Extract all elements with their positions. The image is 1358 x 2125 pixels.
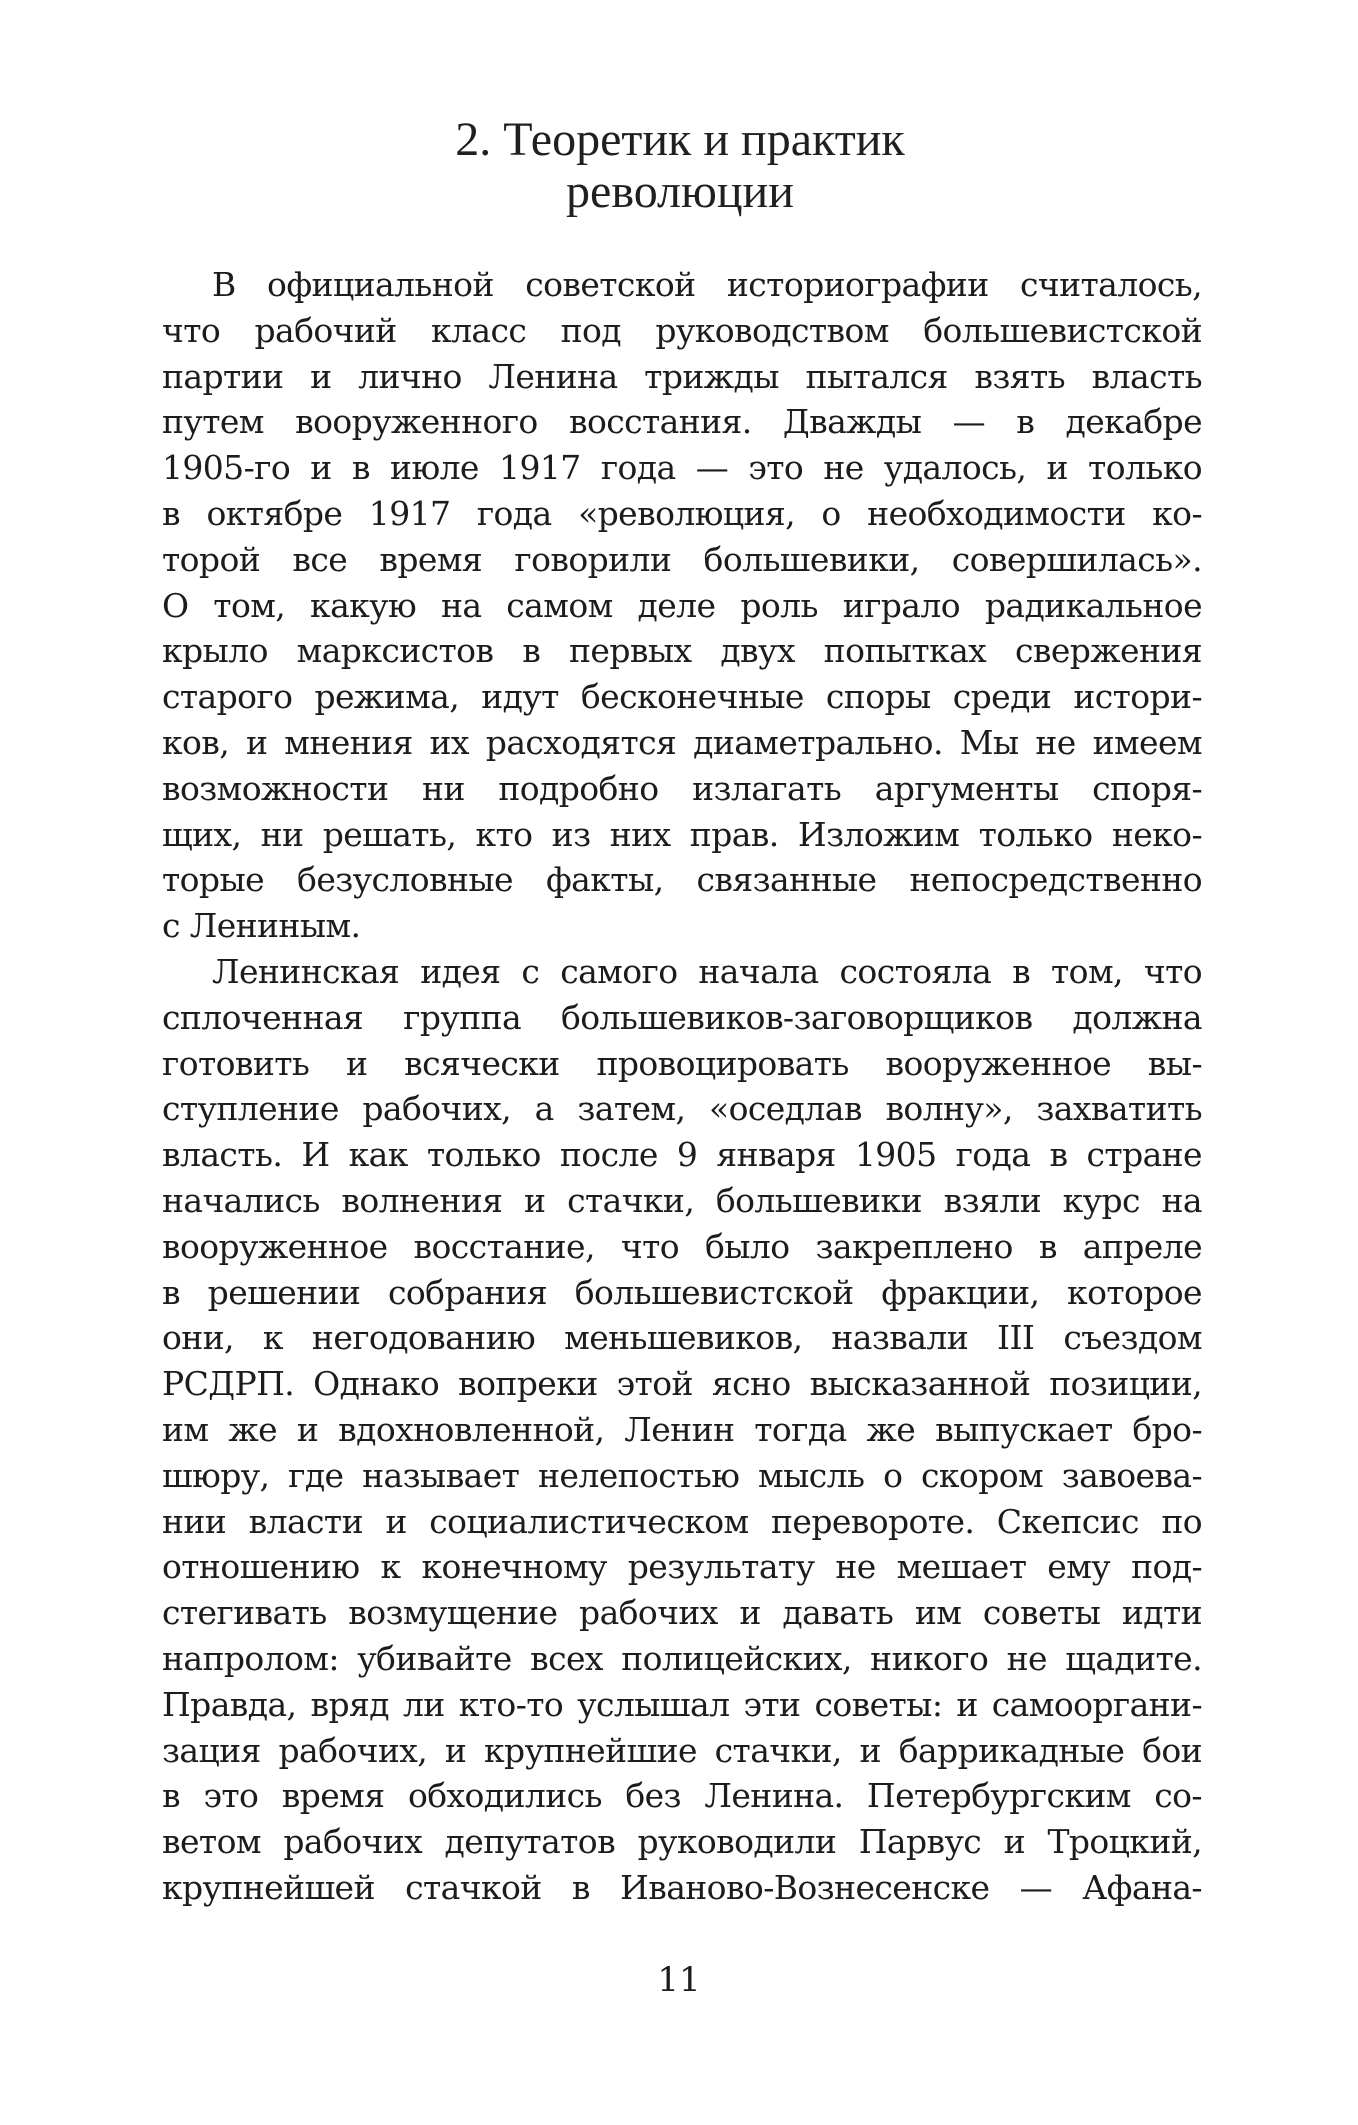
text-line: Правда, вряд ли кто-то услышал эти советы: и самооргани-: [162, 1684, 1202, 1724]
text-line: нии власти и социалистическом перевороте. Скепсис по: [162, 1501, 1202, 1541]
text-line: готовить и всячески провоцировать вооруженное вы-: [162, 1043, 1202, 1083]
text-line: начались волнения и стачки, большевики взяли курс на: [162, 1180, 1202, 1220]
text-line: с Лениным.: [162, 906, 361, 946]
paragraph-1: [162, 262, 1202, 949]
text-line: что рабочий класс под руководством большевистской: [162, 310, 1202, 350]
text-line: РСДРП. Однако вопреки этой ясно высказанной позиции,: [162, 1364, 1202, 1404]
text-line: в октябре 1917 года «революция, о необходимости ко-: [162, 493, 1202, 533]
chapter-title-line-2: революции: [566, 165, 794, 218]
paragraph-2: [162, 949, 1202, 1911]
text-line: в решении собрания большевистской фракции, которое: [162, 1272, 1202, 1312]
text-line: им же и вдохновленной, Ленин тогда же выпускает бро-: [162, 1409, 1202, 1449]
text-line: ветом рабочих депутатов руководили Парвус и Троцкий,: [162, 1822, 1202, 1862]
text-line: старого режима, идут бесконечные споры среди истори-: [162, 677, 1202, 717]
text-line: напролом: убивайте всех полицейских, никого не щадите.: [162, 1638, 1202, 1678]
text-line: партии и лично Ленина трижды пытался взять власть: [162, 356, 1202, 396]
text-line: торой все время говорили большевики, совершилась».: [162, 539, 1202, 579]
text-line: Ленинская идея с самого начала состояла в том, что: [212, 951, 1202, 991]
chapter-title-line-1: 2. Теоретик и практик: [455, 113, 905, 166]
text-line: вооруженное восстание, что было закреплено в апреле: [162, 1226, 1202, 1266]
text-line: путем вооруженного восстания. Дважды — в декабре: [162, 402, 1202, 442]
text-line: крупнейшей стачкой в Иваново-Вознесенске — Афана-: [162, 1867, 1202, 1907]
text-line: сплоченная группа большевиков-заговорщиков должна: [162, 997, 1202, 1037]
text-line: они, к негодованию меньшевиков, назвали III съездом: [162, 1318, 1202, 1358]
text-line: отношению к конечному результату не мешает ему под-: [162, 1547, 1202, 1587]
chapter-title: [160, 114, 1200, 218]
text-line: стегивать возмущение рабочих и давать им советы идти: [162, 1593, 1202, 1633]
text-line: торые безусловные факты, связанные непосредственно: [162, 860, 1202, 900]
text-line: ков, и мнения их расходятся диаметрально. Мы не имеем: [162, 722, 1202, 762]
text-line: шюру, где называет нелепостью мысль о скором завоева-: [162, 1455, 1202, 1495]
body-text: [162, 262, 1202, 1911]
text-line: щих, ни решать, кто из них прав. Изложим только неко-: [162, 814, 1202, 854]
text-line: крыло марксистов в первых двух попытках свержения: [162, 631, 1202, 671]
text-line: в это время обходились без Ленина. Петербургским со-: [162, 1776, 1202, 1816]
text-line: возможности ни подробно излагать аргументы споря-: [162, 768, 1202, 808]
text-line: власть. И как только после 9 января 1905 года в стране: [162, 1135, 1202, 1175]
text-line: ступление рабочих, а затем, «оседлав волну», захватить: [162, 1089, 1202, 1129]
text-line: зация рабочих, и крупнейшие стачки, и баррикадные бои: [162, 1730, 1202, 1770]
text-line: 1905-го и в июле 1917 года — это не удалось, и только: [162, 448, 1202, 488]
page-number: 11: [657, 1960, 701, 2000]
text-line: О том, какую на самом деле роль играло радикальное: [162, 585, 1202, 625]
text-line: В официальной советской историографии считалось,: [212, 265, 1202, 304]
